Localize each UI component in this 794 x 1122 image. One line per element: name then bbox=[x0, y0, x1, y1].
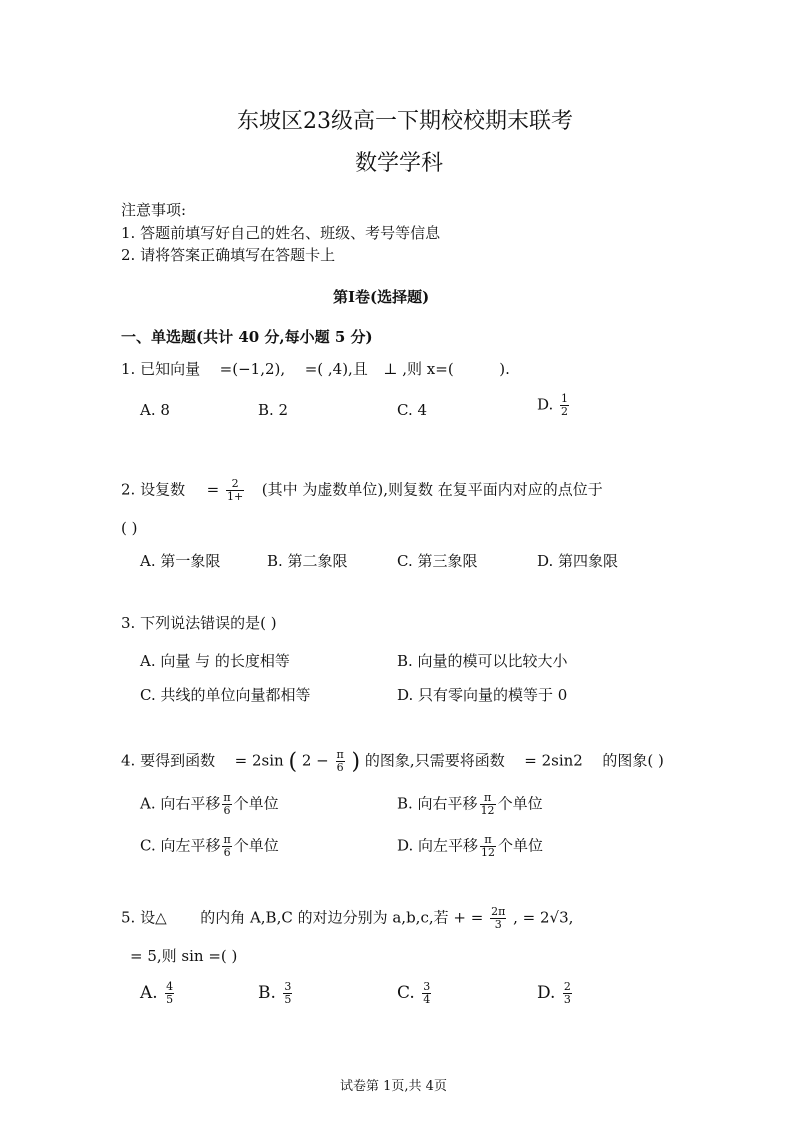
q4-c-post: 个单位 bbox=[233, 836, 279, 855]
q1-close: ). bbox=[499, 360, 510, 378]
q2-fraction bbox=[226, 478, 244, 503]
q1-d-num: 1 bbox=[561, 392, 569, 405]
part-heading: 一、单选题(共计 40 分,每小题 5 分) bbox=[121, 328, 373, 346]
q1-option-d bbox=[537, 393, 571, 418]
q1-perp: ⊥ bbox=[383, 360, 398, 378]
q5-d-num: 2 bbox=[563, 980, 571, 993]
q5-frac-num: 2π bbox=[491, 905, 506, 918]
exam-subject: 数学学科 bbox=[355, 151, 444, 176]
q4-eq-a: = 2sin bbox=[234, 751, 284, 770]
q4-stem-six: 6 bbox=[336, 761, 344, 774]
q2-option-b: B. 第二象限 bbox=[267, 552, 348, 570]
q5-stem-b: 的内角 A,B,C 的对边分别为 a,b,c,若 + = bbox=[200, 908, 484, 927]
q5-a-fraction bbox=[165, 981, 174, 1006]
q3-option-c: C. 共线的单位向量都相等 bbox=[140, 686, 311, 704]
q1-tail: ,则 x=( bbox=[402, 360, 454, 378]
notice-heading: 注意事项: bbox=[121, 201, 187, 219]
q4-option-c bbox=[140, 834, 279, 859]
q2-stem-text: 2. 设复数 bbox=[121, 480, 186, 499]
question-4-stem bbox=[121, 749, 664, 775]
q5-c-fraction bbox=[422, 981, 431, 1006]
question-3-stem: 3. 下列说法错误的是( ) bbox=[121, 614, 277, 632]
q4-d-post: 个单位 bbox=[498, 836, 544, 855]
q4-close-paren: ) bbox=[351, 749, 361, 775]
q5-frac-den: 3 bbox=[494, 918, 502, 931]
q2-eq: = bbox=[206, 480, 220, 499]
q4-stem-pi: π bbox=[336, 748, 344, 761]
q4-tail-a: 的图象,只需要将函数 bbox=[364, 751, 505, 770]
q5-c-den: 4 bbox=[423, 993, 431, 1006]
q4-d-pre: D. 向左平移 bbox=[397, 836, 479, 855]
q4-a-fraction bbox=[222, 792, 231, 817]
q4-option-d bbox=[397, 834, 543, 859]
q5-d-den: 3 bbox=[563, 993, 571, 1006]
q4-eq-b: = 2sin2 bbox=[524, 751, 583, 770]
q1-eq2: =( ,4),且 bbox=[304, 360, 368, 378]
q4-b-fraction bbox=[480, 792, 496, 817]
q5-b-den: 5 bbox=[284, 993, 292, 1006]
q4-a-pre: A. 向右平移 bbox=[140, 794, 221, 813]
q2-tail: (其中 为虚数单位),则复数 在复平面内对应的点位于 bbox=[261, 480, 603, 499]
q2-answer-paren: ( ) bbox=[121, 519, 138, 537]
q5-c-label: C. bbox=[397, 983, 415, 1003]
volume-heading: 第Ⅰ卷(选择题) bbox=[333, 288, 430, 306]
q4-b-post: 个单位 bbox=[497, 794, 543, 813]
q5-stem-c: , = 2√3, bbox=[513, 908, 574, 927]
q3-option-d: D. 只有零向量的模等于 0 bbox=[397, 686, 568, 704]
q5-b-label: B. bbox=[258, 983, 276, 1003]
q5-option-c bbox=[397, 981, 433, 1006]
q5-d-fraction bbox=[563, 981, 572, 1006]
q1-option-b: B. 2 bbox=[258, 401, 289, 419]
q4-d-fraction bbox=[480, 834, 496, 859]
q4-option-b bbox=[397, 792, 543, 817]
q1-option-a: A. 8 bbox=[140, 401, 170, 419]
question-2-stem bbox=[121, 478, 603, 503]
q4-stem-text: 4. 要得到函数 bbox=[121, 751, 216, 770]
q4-c-pi: π bbox=[223, 833, 231, 846]
question-5-stem bbox=[121, 906, 573, 931]
q1-eq1: =(−1,2), bbox=[219, 360, 286, 378]
q4-a-post: 个单位 bbox=[233, 794, 279, 813]
q5-stem-a: 5. 设△ bbox=[121, 908, 167, 927]
q5-option-d bbox=[537, 981, 574, 1006]
q4-b-pi: π bbox=[480, 792, 496, 805]
q4-d-pi: π bbox=[480, 834, 496, 847]
q4-c-den: 6 bbox=[223, 846, 231, 859]
q3-option-b: B. 向量的模可以比较大小 bbox=[397, 652, 568, 670]
q4-c-fraction bbox=[222, 834, 231, 859]
q5-option-b bbox=[258, 981, 294, 1006]
q5-fraction bbox=[490, 906, 506, 931]
q1-stem-text: 1. 已知向量 bbox=[121, 360, 201, 378]
q4-c-pre: C. 向左平移 bbox=[140, 836, 221, 855]
q3-option-a: A. 向量 与 的长度相等 bbox=[140, 652, 290, 670]
q5-a-label: A. bbox=[140, 983, 158, 1003]
q4-b-den: 12 bbox=[480, 804, 495, 817]
q2-num: 2 bbox=[226, 478, 244, 491]
q4-option-a bbox=[140, 792, 279, 817]
notice-item-1: 1. 答题前填写好自己的姓名、班级、考号等信息 bbox=[121, 224, 441, 242]
q4-open-paren: ( bbox=[288, 749, 298, 775]
exam-title: 东坡区23级高一下期校校期末联考 bbox=[237, 109, 573, 134]
q1-d-den: 2 bbox=[561, 405, 569, 418]
q4-inner: 2 − bbox=[301, 751, 329, 770]
q5-b-fraction bbox=[283, 981, 292, 1006]
q1-option-d-fraction bbox=[560, 393, 569, 418]
q5-d-label: D. bbox=[537, 983, 556, 1003]
q1-option-d-label: D. bbox=[537, 395, 554, 414]
q5-b-num: 3 bbox=[284, 980, 292, 993]
notice-item-2: 2. 请将答案正确填写在答题卡上 bbox=[121, 246, 336, 264]
q2-option-a: A. 第一象限 bbox=[140, 552, 221, 570]
q5-c-num: 3 bbox=[423, 980, 431, 993]
q2-option-c: C. 第三象限 bbox=[397, 552, 478, 570]
q4-a-den: 6 bbox=[223, 804, 231, 817]
page-footer: 试卷第 1页,共 4页 bbox=[340, 1079, 447, 1094]
q5-a-den: 5 bbox=[166, 993, 174, 1006]
q5-option-a bbox=[140, 981, 176, 1006]
q5-a-num: 4 bbox=[166, 980, 174, 993]
q4-d-den: 12 bbox=[481, 846, 496, 859]
q4-stem-fraction bbox=[336, 749, 345, 774]
q2-option-d: D. 第四象限 bbox=[537, 552, 619, 570]
q5-line-2: = 5,则 sin =( ) bbox=[130, 947, 238, 965]
q1-option-c: C. 4 bbox=[397, 401, 428, 419]
q2-den: 1+ bbox=[227, 490, 244, 503]
q4-a-pi: π bbox=[223, 791, 231, 804]
q4-tail-b: 的图象( ) bbox=[602, 751, 664, 770]
q4-b-pre: B. 向右平移 bbox=[397, 794, 478, 813]
question-1-stem bbox=[121, 358, 510, 379]
